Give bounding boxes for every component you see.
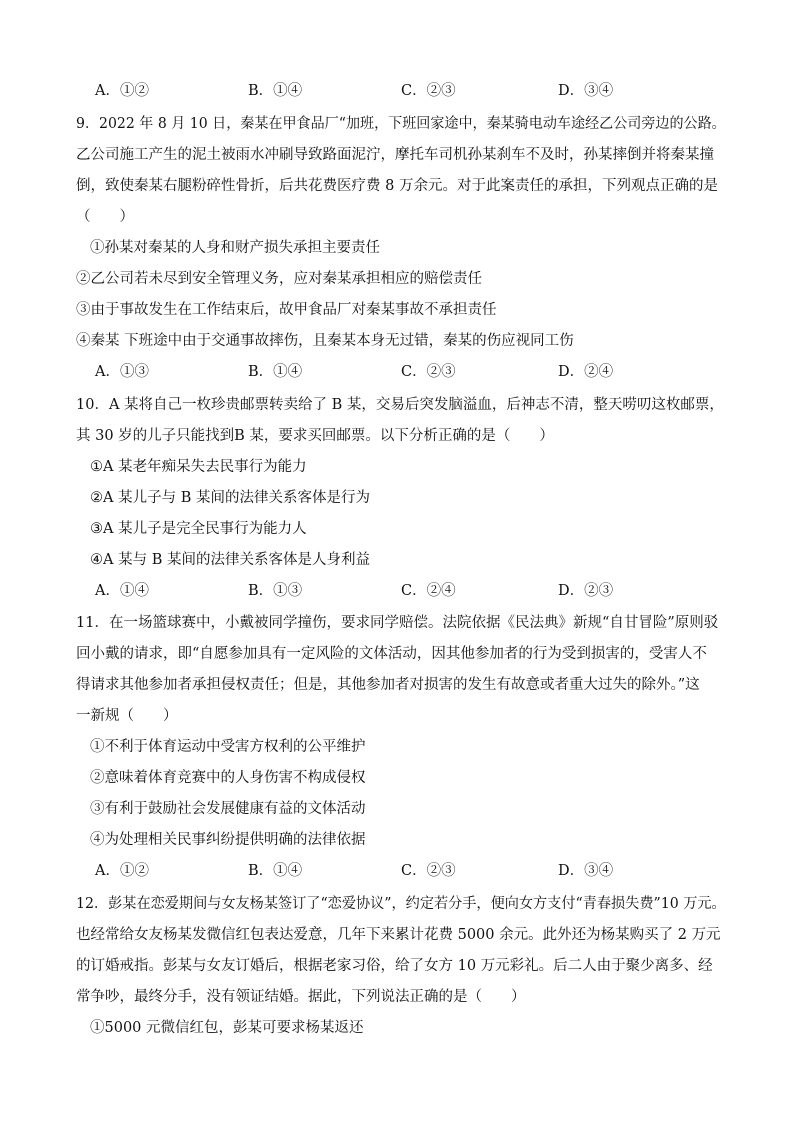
option-c: C．②③ — [401, 863, 456, 879]
answer-options — [95, 581, 735, 601]
question-stem-line: 其 30 岁的儿子只能找到B 某，要求买回邮票。以下分析正确的是（ ） — [76, 428, 554, 444]
statement-item: ②意味着体育竞赛中的人身伤害不构成侵权 — [90, 770, 366, 786]
statement-item: ①A 某老年痴呆失去民事行为能力 — [90, 459, 307, 475]
question-stem-line: 9．2022 年 8 月 10 日，秦某在甲食品厂“加班，下班回家途中，秦某骑电动车途经乙公司旁边的公路。 — [76, 116, 726, 132]
answer-options — [95, 861, 735, 881]
statement-item: ②A 某儿子与 B 某间的法律关系客体是行为 — [90, 490, 370, 506]
option-b: B．①④ — [248, 83, 303, 99]
statement-item: ①孙某对秦某的人身和财产损失承担主要责任 — [90, 240, 380, 256]
option-b: B．①③ — [248, 583, 303, 599]
question-stem-line: 也经常给女友杨某发微信红包表达爱意，几年下来累计花费 5000 余元。此外还为杨某购买了 2 万元 — [76, 927, 721, 943]
statement-item: ③有利于鼓励社会发展健康有益的文体活动 — [90, 801, 366, 817]
statement-item: ④A 某与 B 某间的法律关系客体是人身利益 — [90, 552, 370, 568]
option-b: B．①④ — [248, 364, 303, 380]
option-d: D．③④ — [558, 83, 614, 99]
statement-item: ③A 某儿子是完全民事行为能力人 — [90, 521, 307, 537]
option-d: D．②③ — [558, 583, 614, 599]
question-stem-line: 常争吵，最终分手，没有领证结婚。据此，下列说法正确的是（ ） — [76, 989, 526, 1005]
question-stem-line: 12．彭某在恋爱期间与女友杨某签订了“恋爱协议”，约定若分手，便向女方支付“青春损失费”10 万元。 — [76, 896, 726, 912]
question-stem-line: 回小戴的请求，即“自愿参加具有一定风险的文体活动，因其他参加者的行为受到损害的，受害人不 — [76, 646, 707, 662]
question-stem-line: 一新规（ ） — [76, 708, 178, 724]
option-a: A．①② — [95, 83, 149, 99]
option-a: A．①④ — [95, 583, 149, 599]
answer-options — [95, 362, 735, 382]
statement-item: ②乙公司若未尽到安全管理义务，应对秦某承担相应的赔偿责任 — [76, 271, 482, 287]
statement-item: ③由于事故发生在工作结束后，故甲食品厂对秦某事故不承担责任 — [76, 302, 497, 318]
option-a: A．①③ — [95, 364, 149, 380]
option-c: C．②④ — [401, 583, 456, 599]
question-stem-line: （ ） — [76, 209, 134, 225]
question-stem-line: 11．在一场篮球赛中，小戴被同学撞伤，要求同学赔偿。法院依据《民法典》新规“自甘冒险”原则驳 — [76, 615, 719, 631]
question-stem-line: 得请求其他参加者承担侵权责任；但是，其他参加者对损害的发生有故意或者重大过失的除外。”这 — [76, 677, 700, 693]
option-d: D．③④ — [558, 863, 614, 879]
option-c: C．②③ — [401, 83, 456, 99]
question-stem-line: 10．A 某将自己一枚珍贵邮票转卖给了 B 某，交易后突发脑溢血，后神志不清，整天唠叨这枚邮票， — [76, 397, 724, 413]
question-stem-line: 乙公司施工产生的泥土被雨水冲刷导致路面泥泞，摩托车司机孙某刹车不及时，孙某摔倒并将秦某撞 — [76, 147, 714, 163]
statement-item: ①不利于体育运动中受害方权利的公平维护 — [90, 739, 366, 755]
question-stem-line: 倒，致使秦某右腿粉碎性骨折，后共花费医疗费 8 万余元。对于此案责任的承担，下列观点正确的是 — [76, 178, 718, 194]
option-a: A．①② — [95, 863, 149, 879]
prev-question-options — [95, 81, 735, 101]
option-d: D．②④ — [558, 364, 614, 380]
option-c: C．②③ — [401, 364, 456, 380]
statement-item: ④为处理相关民事纠纷提供明确的法律依据 — [90, 832, 366, 848]
question-stem-line: 的订婚戒指。彭某与女友订婚后，根据老家习俗，给了女方 10 万元彩礼。后二人由于聚少离多、经 — [76, 958, 713, 974]
statement-item: ①5000 元微信红包，彭某可要求杨某返还 — [90, 1020, 364, 1036]
option-b: B．①④ — [248, 863, 303, 879]
statement-item: ④秦某 下班途中由于交通事故摔伤，且秦某本身无过错，秦某的伤应视同工伤 — [76, 333, 574, 349]
